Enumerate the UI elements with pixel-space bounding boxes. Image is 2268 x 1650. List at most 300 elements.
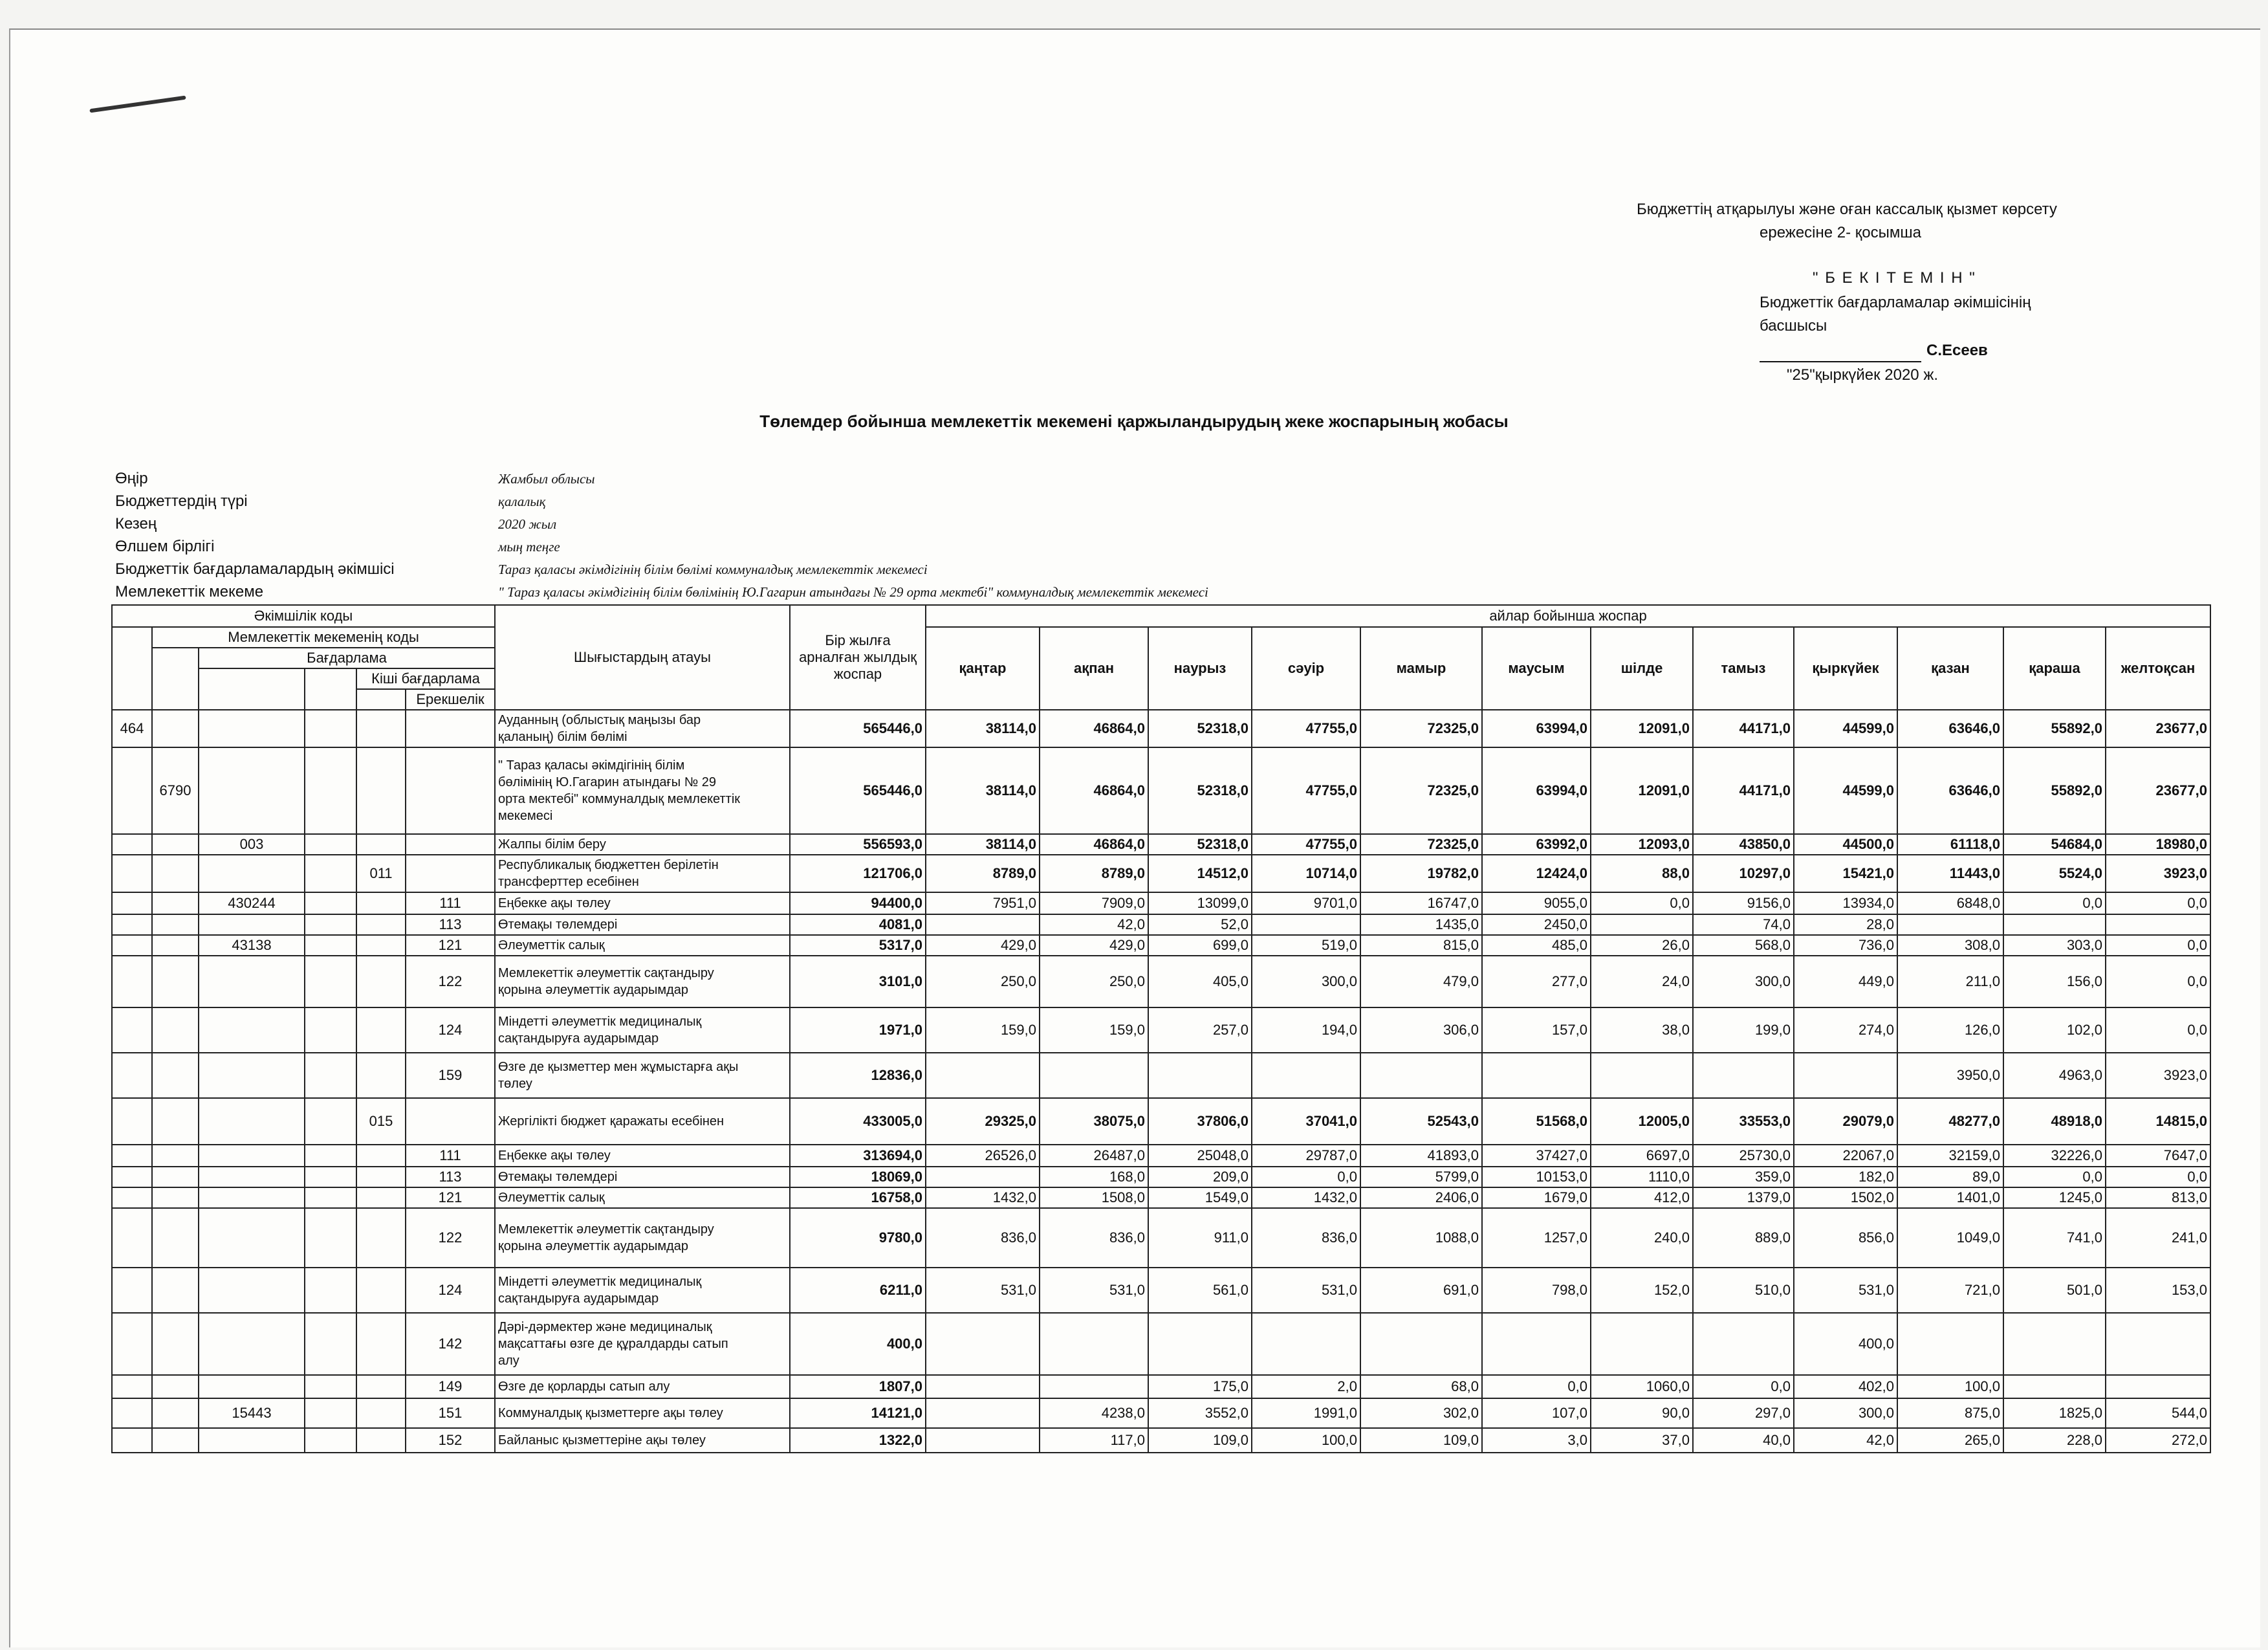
expense-name-line: мақсаттағы өзге де құралдарды сатып bbox=[498, 1337, 728, 1351]
month-value-cell: 61118,0 bbox=[1897, 834, 2003, 855]
month-value-cell: 37427,0 bbox=[1482, 1145, 1591, 1167]
code-cell bbox=[356, 1208, 406, 1268]
month-value-cell: 7951,0 bbox=[926, 892, 1040, 914]
header-month: шілде bbox=[1591, 627, 1693, 710]
code-cell bbox=[305, 1167, 356, 1187]
month-value-cell: 13099,0 bbox=[1148, 892, 1252, 914]
code-cell bbox=[305, 834, 356, 855]
month-value-cell: 194,0 bbox=[1252, 1007, 1360, 1053]
code-cell: 15443 bbox=[199, 1398, 305, 1428]
expense-name-cell bbox=[495, 1053, 790, 1098]
code-cell bbox=[199, 1098, 305, 1145]
month-value-cell: 156,0 bbox=[2003, 956, 2106, 1007]
month-value-cell bbox=[2003, 1313, 2106, 1375]
month-value-cell: 38075,0 bbox=[1040, 1098, 1148, 1145]
month-value-cell: 44171,0 bbox=[1693, 747, 1794, 834]
code-cell bbox=[152, 1187, 199, 1208]
expense-name-line: Мемлекеттік әлеуметтік сақтандыру bbox=[498, 1222, 714, 1237]
month-value-cell: 68,0 bbox=[1360, 1375, 1482, 1398]
code-cell bbox=[112, 935, 152, 956]
month-value-cell: 1435,0 bbox=[1360, 914, 1482, 935]
month-value-cell: 175,0 bbox=[1148, 1375, 1252, 1398]
annual-plan-cell: 565446,0 bbox=[790, 710, 926, 747]
annual-plan-cell: 94400,0 bbox=[790, 892, 926, 914]
code-cell bbox=[199, 1268, 305, 1313]
month-value-cell: 9701,0 bbox=[1252, 892, 1360, 914]
code-cell bbox=[305, 1145, 356, 1167]
code-cell bbox=[199, 1313, 305, 1375]
month-value-cell bbox=[1252, 1313, 1360, 1375]
month-value-cell: 12005,0 bbox=[1591, 1098, 1693, 1145]
month-value-cell: 485,0 bbox=[1482, 935, 1591, 956]
expense-name-cell bbox=[495, 892, 790, 914]
expense-name-cell bbox=[495, 1398, 790, 1428]
header-month: қаңтар bbox=[926, 627, 1040, 710]
month-value-cell: 3923,0 bbox=[2106, 855, 2210, 892]
month-value-cell: 1257,0 bbox=[1482, 1208, 1591, 1268]
expense-name-cell bbox=[495, 834, 790, 855]
expense-name-cell bbox=[495, 1428, 790, 1453]
code-cell bbox=[199, 1167, 305, 1187]
month-value-cell: 23677,0 bbox=[2106, 747, 2210, 834]
table-row bbox=[112, 892, 2210, 914]
code-cell bbox=[199, 1375, 305, 1398]
code-cell bbox=[305, 1007, 356, 1053]
code-cell bbox=[356, 1313, 406, 1375]
appendix-line-1: Бюджеттің атқарылуы және оған кассалық қызмет көрсету bbox=[1637, 201, 2057, 218]
month-value-cell: 72325,0 bbox=[1360, 710, 1482, 747]
month-value-cell: 519,0 bbox=[1252, 935, 1360, 956]
month-value-cell: 107,0 bbox=[1482, 1398, 1591, 1428]
approval-date: "25"қыркүйек 2020 ж. bbox=[1787, 366, 1939, 384]
month-value-cell: 272,0 bbox=[2106, 1428, 2210, 1453]
expense-name-line: " Тараз қаласы әкімдігінің білім bbox=[498, 758, 685, 773]
month-value-cell: 6848,0 bbox=[1897, 892, 2003, 914]
month-value-cell: 4963,0 bbox=[2003, 1053, 2106, 1098]
month-value-cell: 531,0 bbox=[926, 1268, 1040, 1313]
month-value-cell: 52,0 bbox=[1148, 914, 1252, 935]
month-value-cell: 241,0 bbox=[2106, 1208, 2210, 1268]
month-value-cell bbox=[1040, 1313, 1148, 1375]
code-cell: 122 bbox=[406, 956, 495, 1007]
code-cell bbox=[305, 710, 356, 747]
code-cell: 430244 bbox=[199, 892, 305, 914]
header-expense-name: Шығыстардың атауы bbox=[495, 605, 790, 710]
meta-row bbox=[115, 514, 1538, 534]
month-value-cell: 47755,0 bbox=[1252, 834, 1360, 855]
month-value-cell: 26487,0 bbox=[1040, 1145, 1148, 1167]
month-value-cell: 44599,0 bbox=[1794, 710, 1897, 747]
month-value-cell: 0,0 bbox=[1591, 892, 1693, 914]
code-cell bbox=[152, 935, 199, 956]
month-value-cell: 359,0 bbox=[1693, 1167, 1794, 1187]
month-value-cell: 2406,0 bbox=[1360, 1187, 1482, 1208]
table-row bbox=[112, 1268, 2210, 1313]
expense-name-cell bbox=[495, 1167, 790, 1187]
month-value-cell bbox=[2106, 1313, 2210, 1375]
annual-plan-cell: 4081,0 bbox=[790, 914, 926, 935]
month-value-cell: 14512,0 bbox=[1148, 855, 1252, 892]
meta-label: Бюджеттік бағдарламалардың әкімшісі bbox=[115, 560, 395, 578]
code-cell bbox=[152, 855, 199, 892]
approved-heading: " Б Е К І Т Е М І Н " bbox=[1813, 269, 1976, 287]
table-row bbox=[112, 1007, 2210, 1053]
month-value-cell: 100,0 bbox=[1252, 1428, 1360, 1453]
month-value-cell: 26526,0 bbox=[926, 1145, 1040, 1167]
month-value-cell: 52318,0 bbox=[1148, 747, 1252, 834]
month-value-cell: 1088,0 bbox=[1360, 1208, 1482, 1268]
code-cell bbox=[112, 1007, 152, 1053]
month-value-cell bbox=[1148, 1313, 1252, 1375]
table-row bbox=[112, 855, 2210, 892]
month-value-cell: 0,0 bbox=[1482, 1375, 1591, 1398]
code-cell bbox=[152, 1145, 199, 1167]
month-value-cell: 836,0 bbox=[926, 1208, 1040, 1268]
code-cell bbox=[112, 834, 152, 855]
header-institution-code: Мемлекеттік мекеменің коды bbox=[152, 627, 495, 648]
code-cell bbox=[152, 710, 199, 747]
finance-plan-table bbox=[111, 604, 2211, 1453]
expense-name-cell bbox=[495, 747, 790, 834]
code-cell: 011 bbox=[356, 855, 406, 892]
month-value-cell: 4238,0 bbox=[1040, 1398, 1148, 1428]
meta-value: қалалық bbox=[498, 494, 546, 509]
month-value-cell: 19782,0 bbox=[1360, 855, 1482, 892]
expense-name-line: бөлімінің Ю.Гагарин атындағы № 29 bbox=[498, 775, 716, 789]
month-value-cell: 1991,0 bbox=[1252, 1398, 1360, 1428]
annual-plan-cell: 1971,0 bbox=[790, 1007, 926, 1053]
month-value-cell: 88,0 bbox=[1591, 855, 1693, 892]
code-cell: 43138 bbox=[199, 935, 305, 956]
month-value-cell: 55892,0 bbox=[2003, 710, 2106, 747]
month-value-cell bbox=[1040, 1375, 1148, 1398]
month-value-cell: 531,0 bbox=[1252, 1268, 1360, 1313]
code-cell bbox=[152, 1053, 199, 1098]
document-title: Төлемдер бойынша мемлекеттік мекемені қаржыландырудың жеке жоспарының жобасы bbox=[759, 412, 1509, 431]
code-cell bbox=[152, 1167, 199, 1187]
code-cell bbox=[199, 1145, 305, 1167]
annual-plan-cell: 14121,0 bbox=[790, 1398, 926, 1428]
annual-plan-cell: 5317,0 bbox=[790, 935, 926, 956]
month-value-cell: 32159,0 bbox=[1897, 1145, 2003, 1167]
table-row bbox=[112, 747, 2210, 834]
month-value-cell: 3,0 bbox=[1482, 1428, 1591, 1453]
month-value-cell: 531,0 bbox=[1040, 1268, 1148, 1313]
month-value-cell: 265,0 bbox=[1897, 1428, 2003, 1453]
month-value-cell: 55892,0 bbox=[2003, 747, 2106, 834]
code-cell: 124 bbox=[406, 1007, 495, 1053]
expense-name-line: Республикалық бюджеттен берілетін bbox=[498, 858, 719, 872]
header-month: ақпан bbox=[1040, 627, 1148, 710]
month-value-cell: 911,0 bbox=[1148, 1208, 1252, 1268]
month-value-cell: 1379,0 bbox=[1693, 1187, 1794, 1208]
appendix-line-2: ережесіне 2- қосымша bbox=[1760, 224, 1921, 241]
code-cell bbox=[305, 935, 356, 956]
header-monthly-plan: айлар бойынша жоспар bbox=[926, 605, 2210, 627]
table-row bbox=[112, 1145, 2210, 1167]
month-value-cell: 1679,0 bbox=[1482, 1187, 1591, 1208]
code-cell bbox=[112, 1268, 152, 1313]
month-value-cell: 42,0 bbox=[1040, 914, 1148, 935]
month-value-cell: 52318,0 bbox=[1148, 710, 1252, 747]
expense-name-line: Байланыс қызметтеріне ақы төлеу bbox=[498, 1433, 706, 1447]
month-value-cell: 813,0 bbox=[2106, 1187, 2210, 1208]
annual-plan-cell: 3101,0 bbox=[790, 956, 926, 1007]
code-cell bbox=[112, 1428, 152, 1453]
code-cell bbox=[152, 1398, 199, 1428]
code-cell bbox=[305, 1375, 356, 1398]
month-value-cell: 1110,0 bbox=[1591, 1167, 1693, 1187]
code-cell bbox=[112, 855, 152, 892]
month-value-cell: 836,0 bbox=[1252, 1208, 1360, 1268]
month-value-cell: 47755,0 bbox=[1252, 747, 1360, 834]
code-cell: 6790 bbox=[152, 747, 199, 834]
annual-plan-cell: 9780,0 bbox=[790, 1208, 926, 1268]
month-value-cell: 37041,0 bbox=[1252, 1098, 1360, 1145]
position-line-1: Бюджеттік бағдарламалар әкімшісінің bbox=[1760, 294, 2031, 311]
code-cell: 121 bbox=[406, 935, 495, 956]
month-value-cell: 109,0 bbox=[1360, 1428, 1482, 1453]
month-value-cell: 157,0 bbox=[1482, 1007, 1591, 1053]
month-value-cell bbox=[1897, 914, 2003, 935]
month-value-cell: 479,0 bbox=[1360, 956, 1482, 1007]
month-value-cell: 531,0 bbox=[1794, 1268, 1897, 1313]
month-value-cell bbox=[926, 1375, 1040, 1398]
meta-row bbox=[115, 469, 1538, 489]
expense-name-line: Ауданның (облыстық маңызы бар bbox=[498, 713, 701, 727]
month-value-cell: 10297,0 bbox=[1693, 855, 1794, 892]
month-value-cell bbox=[1897, 1313, 2003, 1375]
annual-plan-cell: 6211,0 bbox=[790, 1268, 926, 1313]
month-value-cell: 889,0 bbox=[1693, 1208, 1794, 1268]
month-value-cell bbox=[2003, 1375, 2106, 1398]
month-value-cell: 199,0 bbox=[1693, 1007, 1794, 1053]
month-value-cell bbox=[1591, 914, 1693, 935]
header-blank bbox=[199, 668, 305, 710]
month-value-cell: 8789,0 bbox=[926, 855, 1040, 892]
month-value-cell: 46864,0 bbox=[1040, 710, 1148, 747]
expense-name-line: сақтандыруға аударымдар bbox=[498, 1031, 659, 1046]
code-cell bbox=[356, 1375, 406, 1398]
expense-name-cell bbox=[495, 1145, 790, 1167]
meta-value: Жамбыл облысы bbox=[498, 471, 595, 487]
month-value-cell: 0,0 bbox=[2106, 1007, 2210, 1053]
month-value-cell: 37,0 bbox=[1591, 1428, 1693, 1453]
expense-name-line: орта мектебі" коммуналдық мемлекеттік bbox=[498, 792, 741, 806]
code-cell bbox=[152, 914, 199, 935]
month-value-cell: 13934,0 bbox=[1794, 892, 1897, 914]
table-row bbox=[112, 710, 2210, 747]
table-row bbox=[112, 1313, 2210, 1375]
month-value-cell bbox=[1040, 1053, 1148, 1098]
month-value-cell: 12424,0 bbox=[1482, 855, 1591, 892]
expense-name-line: сақтандыруға аударымдар bbox=[498, 1292, 659, 1306]
month-value-cell: 32226,0 bbox=[2003, 1145, 2106, 1167]
month-value-cell: 300,0 bbox=[1794, 1398, 1897, 1428]
code-cell bbox=[305, 1098, 356, 1145]
header-month: мамыр bbox=[1360, 627, 1482, 710]
header-annual-plan: Бір жылға арналған жылдық жоспар bbox=[790, 605, 926, 710]
code-cell: 152 bbox=[406, 1428, 495, 1453]
code-cell bbox=[406, 834, 495, 855]
month-value-cell: 1549,0 bbox=[1148, 1187, 1252, 1208]
expense-name-cell bbox=[495, 1007, 790, 1053]
month-value-cell: 277,0 bbox=[1482, 956, 1591, 1007]
month-value-cell: 257,0 bbox=[1148, 1007, 1252, 1053]
month-value-cell: 1245,0 bbox=[2003, 1187, 2106, 1208]
expense-name-cell bbox=[495, 710, 790, 747]
table-row bbox=[112, 1187, 2210, 1208]
code-cell bbox=[356, 935, 406, 956]
annual-plan-cell: 556593,0 bbox=[790, 834, 926, 855]
code-cell: 121 bbox=[406, 1187, 495, 1208]
code-cell bbox=[356, 956, 406, 1007]
code-cell bbox=[406, 1098, 495, 1145]
month-value-cell: 300,0 bbox=[1252, 956, 1360, 1007]
month-value-cell: 25048,0 bbox=[1148, 1145, 1252, 1167]
month-value-cell: 89,0 bbox=[1897, 1167, 2003, 1187]
meta-value: 2020 жыл bbox=[498, 516, 557, 532]
code-cell bbox=[406, 855, 495, 892]
month-value-cell: 429,0 bbox=[926, 935, 1040, 956]
meta-value: мың теңге bbox=[498, 539, 560, 555]
annual-plan-cell: 121706,0 bbox=[790, 855, 926, 892]
code-cell bbox=[152, 834, 199, 855]
month-value-cell: 52543,0 bbox=[1360, 1098, 1482, 1145]
code-cell bbox=[305, 1313, 356, 1375]
month-value-cell: 741,0 bbox=[2003, 1208, 2106, 1268]
month-value-cell: 0,0 bbox=[1252, 1167, 1360, 1187]
month-value-cell: 42,0 bbox=[1794, 1428, 1897, 1453]
month-value-cell: 568,0 bbox=[1693, 935, 1794, 956]
month-value-cell: 18980,0 bbox=[2106, 834, 2210, 855]
month-value-cell: 0,0 bbox=[2003, 892, 2106, 914]
month-value-cell: 798,0 bbox=[1482, 1268, 1591, 1313]
annual-plan-cell: 433005,0 bbox=[790, 1098, 926, 1145]
code-cell: 113 bbox=[406, 914, 495, 935]
code-cell bbox=[152, 1313, 199, 1375]
month-value-cell: 721,0 bbox=[1897, 1268, 2003, 1313]
month-value-cell: 38114,0 bbox=[926, 834, 1040, 855]
month-value-cell: 5799,0 bbox=[1360, 1167, 1482, 1187]
month-value-cell: 1401,0 bbox=[1897, 1187, 2003, 1208]
month-value-cell: 274,0 bbox=[1794, 1007, 1897, 1053]
code-cell bbox=[112, 1098, 152, 1145]
month-value-cell: 48918,0 bbox=[2003, 1098, 2106, 1145]
month-value-cell: 46864,0 bbox=[1040, 747, 1148, 834]
expense-name-line: Міндетті әлеуметтік медициналық bbox=[498, 1015, 702, 1029]
month-value-cell: 0,0 bbox=[2106, 1167, 2210, 1187]
expense-name-line: төлеу bbox=[498, 1077, 532, 1091]
month-value-cell: 544,0 bbox=[2106, 1398, 2210, 1428]
month-value-cell: 0,0 bbox=[2003, 1167, 2106, 1187]
header-month: наурыз bbox=[1148, 627, 1252, 710]
table-row bbox=[112, 1098, 2210, 1145]
month-value-cell: 44500,0 bbox=[1794, 834, 1897, 855]
code-cell bbox=[112, 1053, 152, 1098]
month-value-cell: 405,0 bbox=[1148, 956, 1252, 1007]
month-value-cell: 736,0 bbox=[1794, 935, 1897, 956]
month-value-cell: 38,0 bbox=[1591, 1007, 1693, 1053]
month-value-cell bbox=[926, 914, 1040, 935]
month-value-cell: 3923,0 bbox=[2106, 1053, 2210, 1098]
month-value-cell bbox=[926, 1313, 1040, 1375]
month-value-cell: 63646,0 bbox=[1897, 710, 2003, 747]
month-value-cell: 33553,0 bbox=[1693, 1098, 1794, 1145]
code-cell bbox=[112, 892, 152, 914]
expense-name-line: мекемесі bbox=[498, 809, 553, 823]
annual-plan-cell: 12836,0 bbox=[790, 1053, 926, 1098]
month-value-cell: 12091,0 bbox=[1591, 747, 1693, 834]
month-value-cell: 54684,0 bbox=[2003, 834, 2106, 855]
month-value-cell: 2450,0 bbox=[1482, 914, 1591, 935]
expense-name-line: қорына әлеуметтік аударымдар bbox=[498, 983, 689, 997]
month-value-cell: 11443,0 bbox=[1897, 855, 2003, 892]
code-cell bbox=[199, 710, 305, 747]
month-value-cell: 8789,0 bbox=[1040, 855, 1148, 892]
month-value-cell: 159,0 bbox=[926, 1007, 1040, 1053]
month-value-cell: 303,0 bbox=[2003, 935, 2106, 956]
month-value-cell: 63992,0 bbox=[1482, 834, 1591, 855]
code-cell bbox=[305, 1187, 356, 1208]
month-value-cell: 3552,0 bbox=[1148, 1398, 1252, 1428]
month-value-cell: 24,0 bbox=[1591, 956, 1693, 1007]
header-month: маусым bbox=[1482, 627, 1591, 710]
month-value-cell bbox=[2003, 914, 2106, 935]
month-value-cell bbox=[2106, 914, 2210, 935]
month-value-cell: 1502,0 bbox=[1794, 1187, 1897, 1208]
month-value-cell: 5524,0 bbox=[2003, 855, 2106, 892]
month-value-cell: 74,0 bbox=[1693, 914, 1794, 935]
meta-value: Тараз қаласы әкімдігінің білім бөлімі коммуналдық мемлекеттік мекемесі bbox=[498, 562, 928, 577]
month-value-cell: 41893,0 bbox=[1360, 1145, 1482, 1167]
month-value-cell: 28,0 bbox=[1794, 914, 1897, 935]
meta-row bbox=[115, 492, 1538, 511]
code-cell bbox=[112, 1145, 152, 1167]
month-value-cell: 26,0 bbox=[1591, 935, 1693, 956]
month-value-cell: 2,0 bbox=[1252, 1375, 1360, 1398]
month-value-cell: 63994,0 bbox=[1482, 710, 1591, 747]
expense-name-line: Еңбекке ақы төлеу bbox=[498, 896, 611, 910]
month-value-cell: 302,0 bbox=[1360, 1398, 1482, 1428]
month-value-cell: 12091,0 bbox=[1591, 710, 1693, 747]
expense-name-cell bbox=[495, 1313, 790, 1375]
month-value-cell bbox=[1252, 914, 1360, 935]
expense-name-cell bbox=[495, 935, 790, 956]
expense-name-cell bbox=[495, 855, 790, 892]
expense-name-cell bbox=[495, 956, 790, 1007]
month-value-cell bbox=[1482, 1053, 1591, 1098]
month-value-cell bbox=[1693, 1313, 1794, 1375]
month-value-cell: 7909,0 bbox=[1040, 892, 1148, 914]
code-cell bbox=[152, 1208, 199, 1268]
annual-plan-cell: 18069,0 bbox=[790, 1167, 926, 1187]
code-cell bbox=[356, 710, 406, 747]
code-cell bbox=[356, 1398, 406, 1428]
month-value-cell: 300,0 bbox=[1693, 956, 1794, 1007]
code-cell bbox=[356, 747, 406, 834]
meta-row bbox=[115, 560, 1538, 579]
month-value-cell: 209,0 bbox=[1148, 1167, 1252, 1187]
month-value-cell: 16747,0 bbox=[1360, 892, 1482, 914]
code-cell bbox=[356, 834, 406, 855]
expense-name-line: Жергілікті бюджет қаражаты есебінен bbox=[498, 1114, 725, 1128]
month-value-cell: 250,0 bbox=[1040, 956, 1148, 1007]
code-cell bbox=[152, 1428, 199, 1453]
month-value-cell: 1060,0 bbox=[1591, 1375, 1693, 1398]
month-value-cell bbox=[926, 1398, 1040, 1428]
code-cell bbox=[406, 747, 495, 834]
